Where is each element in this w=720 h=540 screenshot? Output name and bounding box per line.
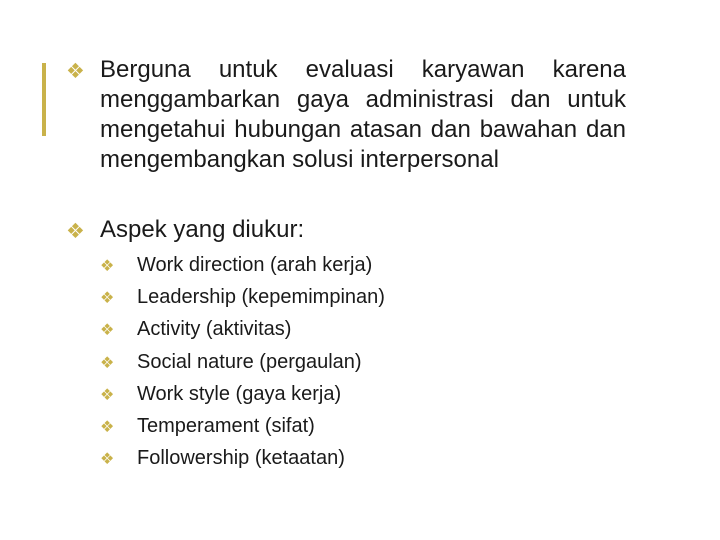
main-bullet-item [66, 215, 626, 245]
sub-bullet-item [100, 346, 385, 378]
main-bullet-text: Aspek yang diukur: [100, 216, 305, 243]
sub-bullet-text: Leadership (kepemimpinan) [137, 285, 385, 308]
accent-bar [42, 63, 46, 136]
sub-bullet-list [100, 249, 385, 475]
diamond-bullet-icon: ❖ [100, 352, 115, 372]
diamond-bullet-icon: ❖ [100, 417, 115, 437]
sub-bullet-text: Work style (gaya kerja) [137, 382, 342, 405]
sub-bullet-text: Activity (aktivitas) [137, 318, 292, 341]
sub-bullet-item [100, 314, 385, 346]
sub-bullet-item [100, 281, 385, 313]
diamond-bullet-icon: ❖ [100, 287, 115, 307]
sub-bullet-item [100, 378, 385, 410]
sub-bullet-item [100, 443, 385, 475]
sub-bullet-item [100, 249, 385, 281]
sub-bullet-text: Followership (ketaatan) [137, 447, 345, 470]
diamond-bullet-icon: ❖ [100, 384, 115, 404]
sub-bullet-item [100, 410, 385, 442]
diamond-bullet-icon: ❖ [100, 255, 115, 275]
diamond-bullet-icon: ❖ [66, 59, 85, 83]
main-bullet-text: Berguna untuk evaluasi karyawan karena menggambarkan gaya administrasi dan untuk mengetahui hubungan atasan dan bawahan dan mengembangkan solusi interpersonal [100, 56, 626, 173]
sub-bullet-text: Social nature (pergaulan) [137, 350, 362, 373]
sub-bullet-text: Work direction (arah kerja) [137, 253, 373, 276]
main-bullet-item [66, 55, 626, 175]
sub-bullet-text: Temperament (sifat) [137, 415, 315, 438]
diamond-bullet-icon: ❖ [100, 320, 115, 340]
diamond-bullet-icon: ❖ [100, 449, 115, 469]
diamond-bullet-icon: ❖ [66, 219, 85, 243]
